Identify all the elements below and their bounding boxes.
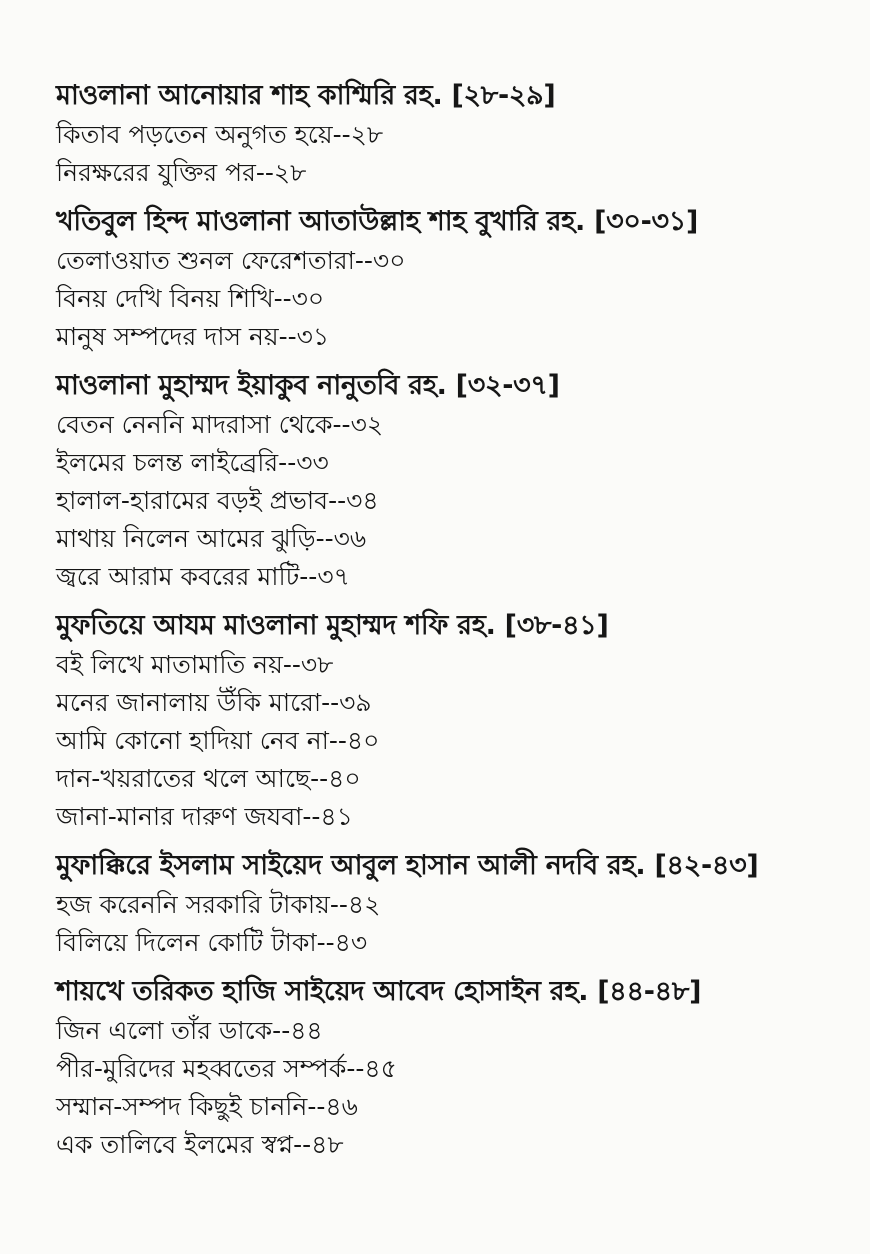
toc-entry: জিন এলো তাঁর ডাকে--৪৪ bbox=[56, 1016, 323, 1045]
section-heading: খতিবুল হিন্দ মাওলানা আতাউল্লাহ শাহ বুখারি রহ. [৩০-৩১] bbox=[56, 206, 699, 237]
toc-entry: বেতন নেননি মাদরাসা থেকে--৩২ bbox=[56, 410, 384, 439]
entry-list bbox=[56, 1012, 846, 1164]
toc-section bbox=[56, 972, 846, 1164]
toc-entry: দান-খয়রাতের থলে আছে--৪০ bbox=[56, 764, 361, 793]
toc-entry: সম্মান-সম্পদ কিছুই চাননি--৪৬ bbox=[56, 1092, 358, 1121]
section-heading: মুফতিয়ে আযম মাওলানা মুহাম্মদ শফি রহ. [৩৮-৪১] bbox=[56, 610, 609, 641]
toc-entry: পীর-মুরিদের মহব্বতের সম্পর্ক--৪৫ bbox=[56, 1054, 397, 1083]
toc-section bbox=[56, 202, 846, 356]
entry-list bbox=[56, 242, 846, 356]
toc-section bbox=[56, 76, 846, 192]
section-heading: মাওলানা আনোয়ার শাহ কাশ্মিরি রহ. [২৮-২৯] bbox=[56, 80, 556, 111]
section-heading: শায়খে তরিকত হাজি সাইয়েদ আবেদ হোসাইন রহ. [৪৪-৪৮] bbox=[56, 976, 702, 1007]
toc-entry: নিরক্ষরের যুক্তির পর--২৮ bbox=[56, 158, 307, 187]
toc-entry: কিতাব পড়তেন অনুগত হয়ে--২৮ bbox=[56, 120, 384, 149]
entry-list bbox=[56, 406, 846, 596]
toc-entry: হজ করেননি সরকারি টাকায়--৪২ bbox=[56, 890, 381, 919]
section-heading: মাওলানা মুহাম্মদ ইয়াকুব নানুতবি রহ. [৩২-৩৭] bbox=[56, 370, 560, 401]
toc-entry: বই লিখে মাতামাতি নয়--৩৮ bbox=[56, 650, 334, 679]
toc-entry: এক তালিবে ইলমের স্বপ্ন--৪৮ bbox=[56, 1130, 344, 1159]
toc-entry: মনের জানালায় উঁকি মারো--৩৯ bbox=[56, 688, 372, 717]
toc-section bbox=[56, 846, 846, 962]
toc-entry: আমি কোনো হাদিয়া নেব না--৪০ bbox=[56, 726, 380, 755]
entry-list bbox=[56, 646, 846, 836]
toc-section bbox=[56, 366, 846, 596]
entry-list bbox=[56, 116, 846, 192]
toc-entry: বিলিয়ে দিলেন কোটি টাকা--৪৩ bbox=[56, 928, 368, 957]
toc-entry: বিনয় দেখি বিনয় শিখি--৩০ bbox=[56, 284, 325, 313]
toc-entry: হালাল-হারামের বড়ই প্রভাব--৩৪ bbox=[56, 486, 379, 515]
toc-entry: জ্বরে আরাম কবরের মাটি--৩৭ bbox=[56, 562, 350, 591]
toc-entry: ইলমের চলন্ত লাইব্রেরি--৩৩ bbox=[56, 448, 329, 477]
section-heading: মুফাক্কিরে ইসলাম সাইয়েদ আবুল হাসান আলী নদবি রহ. [৪২-৪৩] bbox=[56, 850, 759, 881]
toc-section bbox=[56, 606, 846, 836]
toc-entry: তেলাওয়াত শুনল ফেরেশতারা--৩০ bbox=[56, 246, 406, 275]
toc-entry: মানুষ সম্পদের দাস নয়--৩১ bbox=[56, 322, 330, 351]
entry-list bbox=[56, 886, 846, 962]
toc-entry: মাথায় নিলেন আমের ঝুড়ি--৩৬ bbox=[56, 524, 367, 553]
table-of-contents bbox=[56, 76, 846, 1174]
toc-entry: জানা-মানার দারুণ জযবা--৪১ bbox=[56, 802, 353, 831]
